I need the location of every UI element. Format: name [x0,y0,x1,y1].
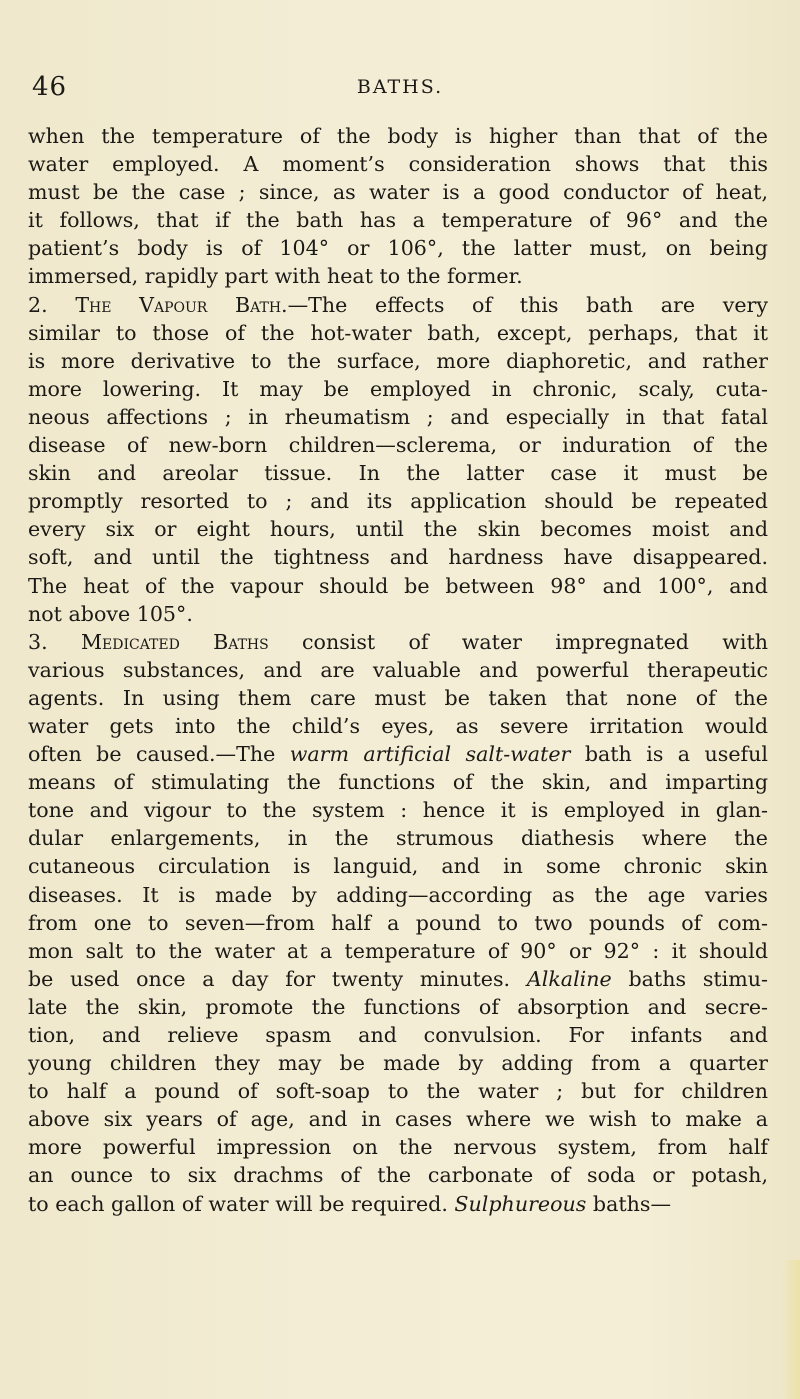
text-run: bath is a useful [570,742,768,767]
text-run: more powerful impression on the nervous system, from half [28,1135,768,1160]
text-run: patient’s body is of 104° or 106°, the latter must, on being [28,236,768,261]
text-run: diseases. It is made by adding—according as the age varies [28,882,768,907]
text-line [28,459,768,487]
text-run: to half a pound of soft-soap to the water ; but for children [28,1079,768,1104]
text-run: cutaneous circulation is languid, and in some chronic skin [28,854,768,879]
text-line [28,1021,768,1049]
text-line [28,543,768,571]
text-line [28,768,768,796]
text-run: when the temperature of the body is higher than that of the [28,124,768,148]
text-run: baths— [586,1191,672,1216]
text-line [28,1133,768,1161]
text-run: young children they may be made by adding from a quarter [28,1051,768,1076]
italic-term: Alkaline [526,966,612,991]
text-run: various substances, and are valuable and powerful therapeutic [28,657,768,682]
text-line [28,684,768,712]
text-line [28,740,768,768]
text-run: consist of water impregnated with [268,629,768,654]
text-run: tone and vigour to the system : hence it is employed in glan- [28,798,768,823]
text-line [28,881,768,909]
text-line [28,178,768,206]
text-line [28,150,768,178]
body-text [28,122,768,1218]
running-header [30,72,770,108]
text-run: similar to those of the hot-water bath, except, perhaps, that it [28,320,768,345]
text-line [28,824,768,852]
page-edge-shading [782,1260,800,1399]
text-run: —The effects of this bath are very [287,292,768,317]
text-run: promptly resorted to ; and its application should be repeated [28,489,768,514]
text-run: neous affections ; in rheumatism ; and especially in that fatal [28,404,768,429]
text-run: mon salt to the water at a temperature of 90° or 92° : it should [28,938,768,963]
text-line [28,712,768,740]
text-run: be used once a day for twenty minutes. [28,966,527,991]
running-title: BATHS. [356,76,444,98]
text-line [28,993,768,1021]
text-line [28,1049,768,1077]
text-run: immersed, rapidly part with heat to the former. [28,264,523,289]
text-run: baths stimu- [611,966,768,991]
text-line [28,909,768,937]
text-run: often be caused.—The [28,742,290,767]
text-run: disease of new-born children—sclerema, or induration of the [28,433,768,458]
section-heading: The Vapour Bath. [75,292,288,317]
italic-term: warm artificial salt-water [289,742,571,767]
text-run: must be the case ; since, as water is a good conductor of heat, [28,180,768,205]
text-run: dular enlargements, in the strumous diathesis where the [28,826,768,851]
text-run: an ounce to six drachms of the carbonate of soda or potash, [28,1163,768,1188]
text-line [28,1190,768,1218]
text-run: water employed. A moment’s consideration shows that this [28,152,768,177]
text-line [28,572,768,600]
section-heading: Medicated Baths [80,629,269,654]
text-run: 2. [28,292,76,317]
text-run: is more derivative to the surface, more diaphoretic, and rather [28,348,768,373]
text-line [28,937,768,965]
text-run: it follows, that if the bath has a temperature of 96° and the [28,208,768,233]
text-run: above six years of age, and in cases where we wish to make a [28,1107,768,1132]
text-line [28,206,768,234]
text-run: late the skin, promote the functions of absorption and secre- [28,994,768,1019]
text-run: water gets into the child’s eyes, as severe irritation would [28,713,768,738]
text-line [28,403,768,431]
text-run: from one to seven—from half a pound to two pounds of com- [28,910,768,935]
text-line [28,1105,768,1133]
text-line [28,515,768,543]
text-run: The heat of the vapour should be between 98° and 100°, and [28,573,768,598]
text-line [28,656,768,684]
text-line [28,628,768,656]
text-line [28,234,768,262]
text-line [28,122,768,150]
text-run: soft, and until the tightness and hardness have disappeared. [28,545,768,570]
text-run: every six or eight hours, until the skin becomes moist and [28,517,768,542]
text-run: skin and areolar tissue. In the latter case it must be [28,461,768,486]
italic-term: Sulphureous [454,1191,587,1216]
text-run: agents. In using them care must be taken that none of the [28,685,768,710]
text-line [28,852,768,880]
text-line [28,347,768,375]
text-line [28,319,768,347]
text-line [28,600,768,628]
text-line [28,1077,768,1105]
page-number: 46 [32,72,68,102]
text-line [28,487,768,515]
text-run: tion, and relieve spasm and convulsion. For infants and [28,1023,768,1047]
text-run: means of stimulating the functions of the skin, and imparting [28,770,768,795]
text-line [28,796,768,824]
text-run: more lowering. It may be employed in chronic, scaly, cuta- [28,376,768,401]
text-run: not above 105°. [28,601,193,626]
text-line [28,375,768,403]
text-run: to each gallon of water will be required. [28,1191,455,1216]
text-line [28,965,768,993]
text-line [28,1161,768,1189]
text-line [28,291,768,319]
text-line [28,431,768,459]
text-run: 3. [28,629,81,654]
text-line [28,262,768,290]
